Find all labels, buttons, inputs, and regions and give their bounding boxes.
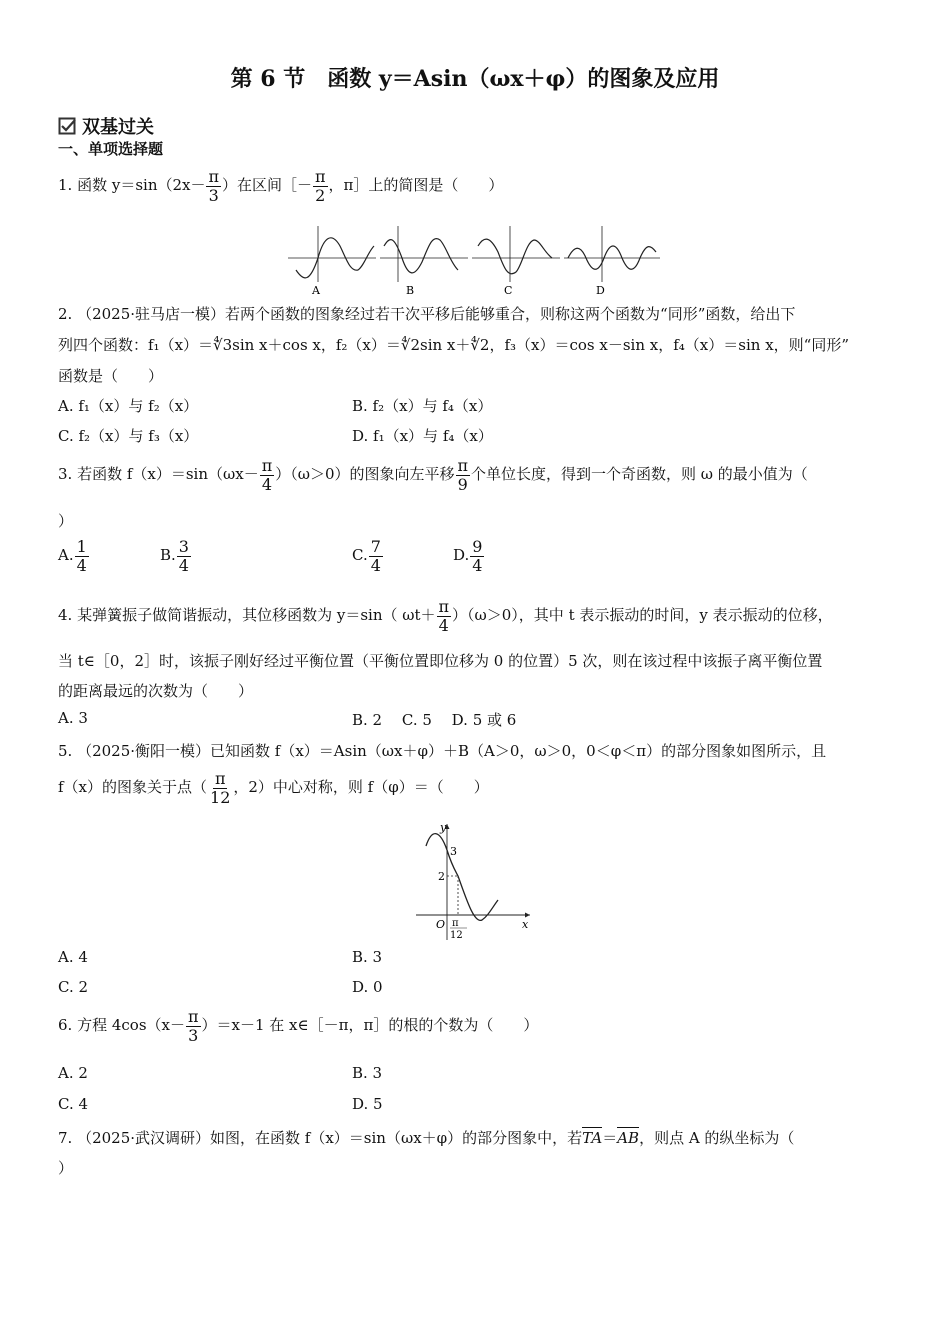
question-4-line-3: 的距离最远的次数为（ ） [58, 682, 254, 700]
origin-label: O [436, 918, 446, 931]
graph-label: C [504, 284, 513, 297]
fraction: $\frac{\pi}{3}$ [208, 167, 219, 205]
option-c[interactable]: C. 2 [58, 978, 89, 996]
tick-pi: π [452, 918, 459, 929]
option-a[interactable]: A. 3 [58, 709, 88, 727]
graph-b [380, 226, 468, 297]
question-7: 7. （2025·武汉调研）如图，在函数 f（x）＝sin（ωx＋φ）的部分图象中，若 TA＝ AB，则点 A 的纵坐标为（ [58, 1129, 795, 1147]
question-5-line-2: f（x）的图象关于点（ $\frac{\pi}{12}$ ，2）中心对称，则 f（φ）＝（ ） [58, 769, 489, 807]
section-title: 双基过关 [82, 117, 154, 138]
option-c[interactable]: C. $\frac{7}{4}$ [352, 537, 381, 575]
fraction: $\frac{\pi}{4}$ [261, 456, 273, 494]
subsection-title: 一、单项选择题 [58, 140, 164, 158]
option-c[interactable]: C. 4 [58, 1095, 89, 1113]
q1-option-graphs [288, 222, 668, 300]
graph-a [288, 226, 376, 297]
option-d[interactable]: D. f₁（x）与 f₄（x） [352, 427, 493, 445]
tick-label-3: 3 [450, 845, 457, 858]
page-title: 第 6 节 函数 y＝Asin（ωx＋φ）的图象及应用 [230, 66, 720, 92]
fraction: $\frac{\pi}{2}$ [315, 167, 326, 205]
option-d[interactable]: D. $\frac{9}{4}$ [453, 537, 483, 575]
vector-ta: TA [582, 1129, 603, 1147]
option-b[interactable]: B. f₂（x）与 f₄（x） [352, 397, 493, 415]
fraction: $\frac{\pi}{12}$ [210, 769, 231, 807]
option-d[interactable]: D. 0 [352, 978, 383, 996]
fraction: $\frac{\pi}{4}$ [438, 597, 450, 635]
graph-label: B [406, 284, 415, 297]
option-d[interactable]: D. 5 [352, 1095, 383, 1113]
graph-c [472, 226, 560, 297]
tick-label-2: 2 [438, 870, 445, 883]
graph-label: D [596, 284, 605, 297]
option-a[interactable]: A. 2 [58, 1064, 88, 1082]
vector-ab: AB [617, 1129, 640, 1147]
section-heading [58, 113, 154, 139]
question-5-line-1: 5. （2025·衡阳一模）已知函数 f（x）＝Asin（ωx＋φ）＋B（A＞0，ω＞0，0＜φ＜π）的部分图象如图所示，且 [58, 742, 827, 760]
question-1: 1. 函数 y＝sin（2x－ $\frac{\pi}{3}$ ）在区间［－ $\frac{\pi}{2}$ ，π］上的简图是（ ） [58, 167, 504, 205]
question-3-close: ） [58, 512, 74, 530]
option-a[interactable]: A. $\frac{1}{4}$ [58, 537, 87, 575]
option-a[interactable]: A. f₁（x）与 f₂（x） [58, 397, 199, 415]
question-4: 4. 某弹簧振子做简谐振动，其位移函数为 y＝sin（ ωt＋ $\frac{\pi}{4}$ ）（ω＞0），其中 t 表示振动的时间，y 表示振动的位移， [58, 597, 833, 635]
option-b[interactable]: B. $\frac{3}{4}$ [160, 537, 189, 575]
question-2-line-1: 2. （2025·驻马店一模）若两个函数的图象经过若干次平移后能够重合，则称这两个函数为“同形”函数，给出下 [58, 305, 796, 323]
fraction: $\frac{\pi}{3}$ [187, 1007, 199, 1045]
question-4-line-2: 当 t∈［0，2］时，该振子刚好经过平衡位置（平衡位置即位移为 0 的位置）5 次，则在该过程中该振子离平衡位置 [58, 652, 823, 670]
question-7-close: ） [58, 1159, 74, 1177]
option-a[interactable]: A. 4 [58, 948, 88, 966]
option-c[interactable]: C. f₂（x）与 f₃（x） [58, 427, 199, 445]
x-axis-label: x [522, 918, 529, 931]
question-2-line-2: 列四个函数：f₁（x）＝∜3sin x＋cos x，f₂（x）＝∜2sin x＋∜2，f₃（x）＝cos x－sin x，f₄（x）＝sin x，则“同形” [58, 336, 849, 354]
question-2-line-3: 函数是（ ） [58, 367, 164, 385]
fraction: $\frac{\pi}{9}$ [457, 456, 469, 494]
q5-function-graph [412, 820, 537, 945]
checkbox-icon [58, 117, 76, 135]
options-bcd[interactable]: B. 2 C. 5 D. 5 或 6 [352, 711, 517, 729]
y-axis-label: y [440, 821, 447, 834]
graph-label: A [312, 284, 320, 297]
question-3: 3. 若函数 f（x）＝sin（ωx－ $\frac{\pi}{4}$ ）（ω＞0）的图象向左平移 $\frac{\pi}{9}$ 个单位长度，得到一个奇函数，则 ω 的最小值为（ [58, 456, 808, 494]
question-6: 6. 方程 4cos（x－ $\frac{\pi}{3}$ ）＝x－1 在 x∈［－π，π］的根的个数为（ ） [58, 1007, 539, 1045]
option-b[interactable]: B. 3 [352, 948, 383, 966]
graph-d [564, 226, 660, 297]
tick-12: 12 [450, 930, 463, 941]
option-b[interactable]: B. 3 [352, 1064, 383, 1082]
